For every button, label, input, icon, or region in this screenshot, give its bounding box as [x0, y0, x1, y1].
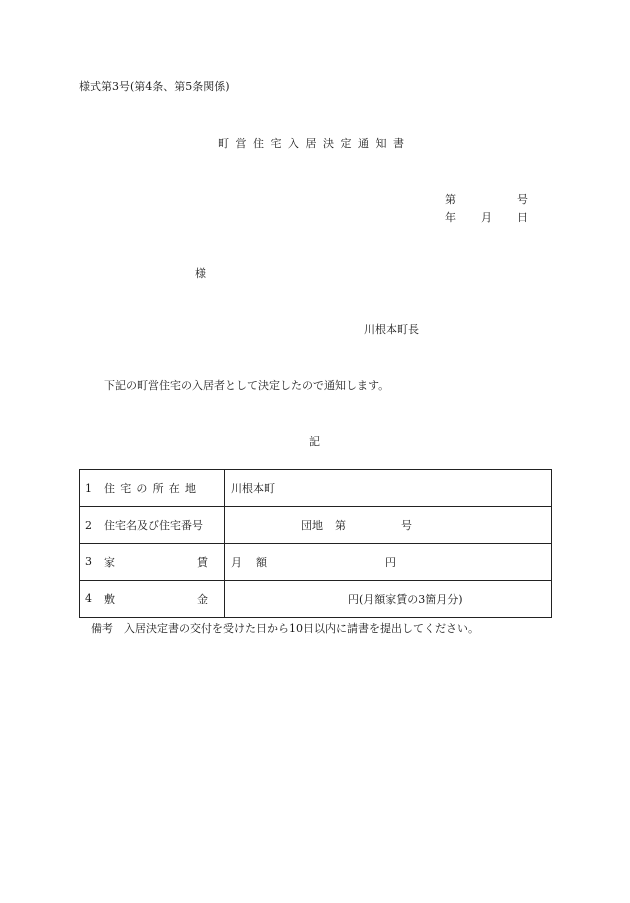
- location-value: 川根本町: [231, 482, 275, 495]
- row-label-char: 賃: [197, 556, 208, 569]
- row-label: [80, 507, 225, 544]
- ki-heading: 記: [309, 435, 320, 448]
- remarks-label: 備考: [91, 622, 113, 635]
- row-label-char: 金: [197, 593, 208, 606]
- row-label-char: 敷: [104, 593, 115, 606]
- addressee-honorific: 様: [195, 267, 206, 280]
- row-number: 2: [85, 519, 92, 532]
- details-table: [79, 469, 552, 618]
- row-number: 1: [85, 482, 92, 495]
- date-day-label: 日: [517, 211, 528, 224]
- issuer-name: 川根本町長: [364, 323, 419, 336]
- yen-unit: 円: [385, 556, 396, 569]
- deposit-value: 円(月額家賃の3箇月分): [348, 593, 463, 606]
- row-number: 3: [85, 555, 92, 568]
- row-label-text: 住宅の所在地: [104, 482, 202, 495]
- remarks: [91, 622, 479, 636]
- number-suffix: 号: [517, 193, 528, 206]
- table-row: [80, 507, 552, 544]
- form-reference: 様式第3号(第4条、第5条関係): [79, 80, 230, 93]
- monthly-label: 月: [231, 556, 242, 569]
- row-label-char: 家: [104, 556, 115, 569]
- row-label: [80, 470, 225, 507]
- table-row: [80, 544, 552, 581]
- remarks-text: 入居決定書の交付を受けた日から10日以内に請書を提出してください。: [124, 622, 479, 635]
- row-number: 4: [85, 592, 92, 605]
- amount-label: 額: [256, 556, 267, 569]
- table-row: [80, 581, 552, 618]
- complex-suffix: 団地: [301, 519, 323, 532]
- document-title: 町営住宅入居決定通知書: [218, 137, 411, 150]
- row-value: [225, 507, 552, 544]
- number-prefix: 第: [445, 193, 456, 206]
- row-value: [225, 544, 552, 581]
- row-label: [80, 544, 225, 581]
- date-month-label: 月: [481, 211, 492, 224]
- row-label: [80, 581, 225, 618]
- unit-prefix: 第: [335, 519, 346, 532]
- row-value: [225, 470, 552, 507]
- table-row: [80, 470, 552, 507]
- date-year-label: 年: [445, 211, 456, 224]
- row-label-text: 住宅名及び住宅番号: [104, 519, 203, 532]
- row-value: [225, 581, 552, 618]
- unit-suffix: 号: [401, 519, 412, 532]
- notice-body: 下記の町営住宅の入居者として決定したので通知します。: [104, 379, 390, 392]
